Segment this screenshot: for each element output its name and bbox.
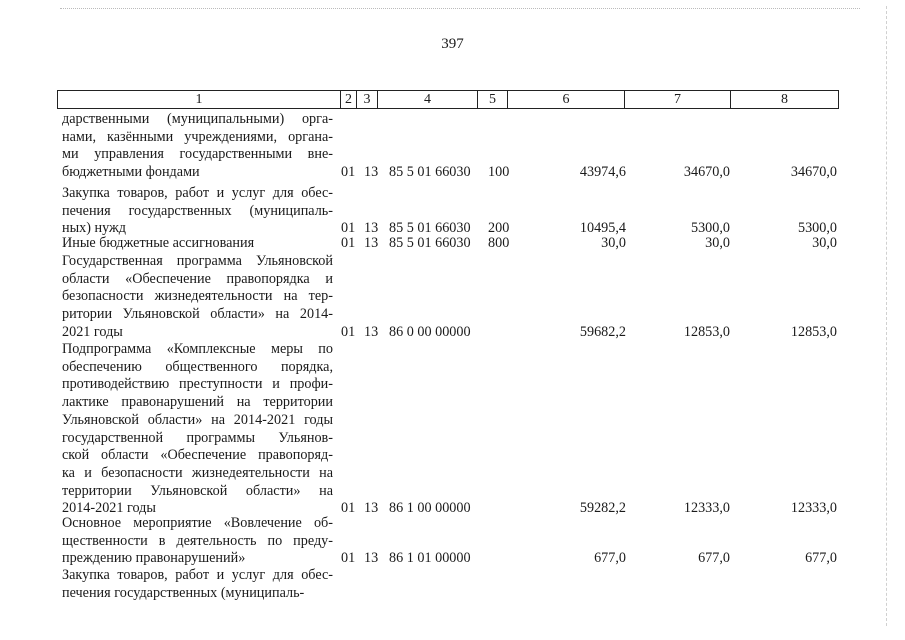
row-description: [62, 111, 333, 182]
description-line: печения государственных (муниципаль-: [62, 584, 305, 601]
description-line: бюджетными фондами: [62, 164, 200, 181]
description-line: ка и безопасности жизнедеятельности на: [62, 464, 333, 481]
cell-c6: 59282,2: [579, 500, 626, 517]
description-line: ритории Ульяновской области» на 2014-: [62, 306, 333, 323]
description-line: области «Обеспечение правопорядка и: [62, 270, 333, 287]
description-line: Закупка товаров, работ и услуг для обес-: [62, 185, 333, 201]
description-line: государственной программы Ульянов-: [62, 429, 333, 446]
description-line: дарственными (муниципальными) орга-: [62, 111, 333, 127]
cell-c2: 01: [341, 550, 356, 567]
description-line: Закупка товаров, работ и услуг для обес-: [62, 567, 333, 583]
description-line: Основное мероприятие «Вовлечение об-: [62, 515, 333, 531]
cell-c3: 13: [364, 550, 379, 567]
cell-c8: 30,0: [812, 235, 837, 251]
cell-c7: 12333,0: [683, 500, 730, 517]
cell-c2: 01: [341, 164, 356, 181]
cell-c7: 34670,0: [683, 164, 730, 181]
row-description: [62, 253, 333, 342]
row-description: [62, 341, 333, 518]
description-line: Иные бюджетные ассигнования: [62, 235, 255, 251]
cell-c6: 43974,6: [579, 164, 626, 181]
header-col-5: 5: [477, 91, 507, 108]
cell-c3: 13: [364, 500, 379, 517]
description-line: нами, казёнными учреждениями, органа-: [62, 128, 333, 145]
row-description: [62, 185, 333, 238]
cell-c2: 01: [341, 220, 356, 237]
cell-c6: 59682,2: [579, 323, 626, 340]
cell-c6: 677,0: [594, 550, 626, 567]
header-col-6: 6: [507, 91, 624, 108]
cell-c5: 100: [488, 164, 510, 181]
cell-c8: 5300,0: [797, 220, 837, 237]
cell-c8: 677,0: [805, 550, 837, 567]
cell-c3: 13: [364, 323, 379, 340]
description-line: печения государственных (муниципаль-: [62, 202, 333, 219]
row-description: [62, 567, 333, 602]
header-col-1: 1: [195, 92, 203, 107]
row-description: [62, 235, 333, 253]
cell-c7: 677,0: [698, 550, 730, 567]
cell-c7: 30,0: [705, 235, 730, 251]
cell-c6: 10495,4: [579, 220, 626, 237]
cell-c8: 12333,0: [790, 500, 837, 517]
cell-c4: 86 1 01 00000: [389, 550, 471, 567]
cell-c2: 01: [341, 323, 356, 340]
description-line: территории Ульяновской области» на: [62, 482, 333, 499]
header-col-8: 8: [730, 91, 838, 108]
cell-c4: 85 5 01 66030: [389, 164, 471, 181]
page-number: 397: [441, 36, 464, 52]
cell-c4: 86 0 00 00000: [389, 323, 471, 340]
description-line: Подпрограмма «Комплексные меры по: [62, 341, 333, 357]
header-col-7: 7: [624, 91, 730, 108]
description-line: ской области «Обеспечение правопоряд-: [62, 447, 333, 464]
cell-c3: 13: [364, 220, 379, 237]
cell-c3: 13: [364, 164, 379, 181]
header-col-2: 2: [340, 91, 356, 108]
description-line: Государственная программа Ульяновской: [62, 253, 333, 269]
description-line: ных) нужд: [62, 220, 127, 237]
cell-c5: 200: [488, 220, 510, 237]
cell-c2: 01: [341, 235, 356, 251]
description-line: 2021 годы: [62, 323, 123, 340]
description-line: обеспечению общественного порядка,: [62, 358, 333, 375]
description-line: 2014-2021 годы: [62, 500, 156, 517]
cell-c5: 800: [488, 235, 510, 251]
description-line: щественности в деятельность по преду-: [62, 532, 333, 549]
cell-c2: 01: [341, 500, 356, 517]
description-line: ми управления государственными вне-: [62, 146, 333, 163]
cell-c7: 12853,0: [683, 323, 730, 340]
header-col-3: 3: [356, 91, 377, 108]
cell-c4: 85 5 01 66030: [389, 220, 471, 237]
cell-c3: 13: [364, 235, 379, 251]
description-line: безопасности жизнедеятельности на тер-: [62, 288, 333, 305]
description-line: противодействию преступности и профи-: [62, 376, 333, 393]
description-line: лактике правонарушений на территории: [62, 394, 333, 411]
table-header: [57, 90, 839, 109]
header-col-4: 4: [377, 91, 477, 108]
description-line: преждению правонарушений»: [62, 550, 246, 567]
scan-dotted-edge: [60, 8, 860, 10]
scan-right-edge: [886, 6, 901, 626]
cell-c4: 85 5 01 66030: [389, 235, 471, 251]
row-description: [62, 515, 333, 568]
cell-c7: 5300,0: [690, 220, 730, 237]
cell-c8: 34670,0: [790, 164, 837, 181]
cell-c6: 30,0: [601, 235, 626, 251]
cell-c4: 86 1 00 00000: [389, 500, 471, 517]
cell-c8: 12853,0: [790, 323, 837, 340]
description-line: Ульяновской области» на 2014-2021 годы: [62, 411, 333, 428]
